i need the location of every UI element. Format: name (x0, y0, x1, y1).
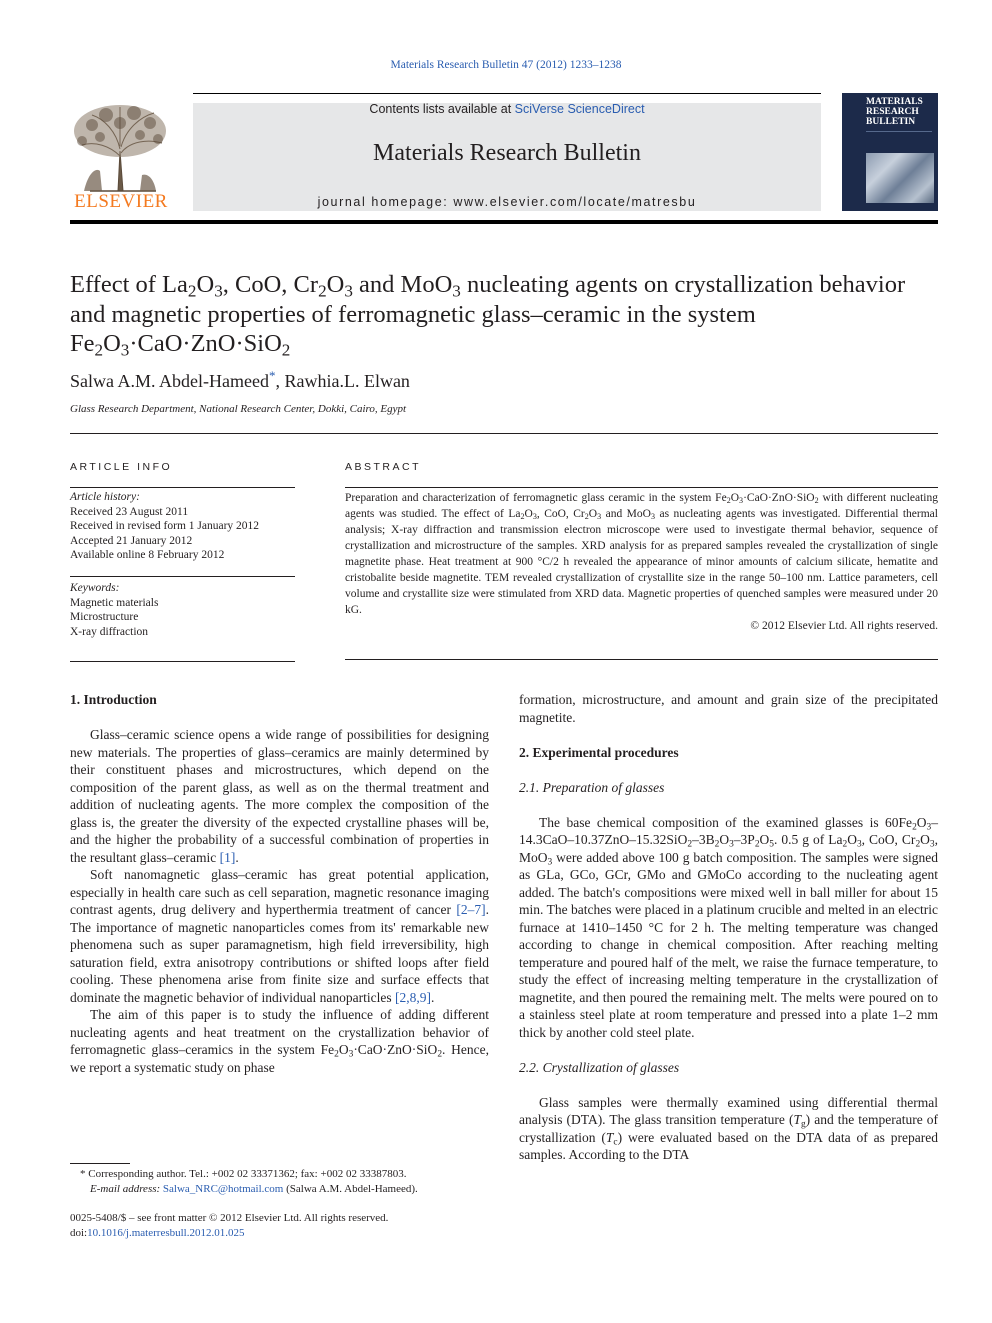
intro-paragraph-2: Soft nanomagnetic glass–ceramic has great potential application, especially in health care such as cell separation, magnetic resonance imaging contrast agents, drug delivery and hyperthermia treatment of cancer [2–7]. The importance of magnetic nanoparticles comes from its' remarkable new phenomena such as super paramagnetism, high field irreversibility, high saturation field, extra anisotropy contributions or shifted loops after field cooling. These phenomena arise from finite size and surface effects that dominate the magnetic behavior of individual nanoparticles [2,8,9]. (70, 867, 489, 1005)
abstract-copyright: © 2012 Elsevier Ltd. All rights reserved. (750, 620, 938, 632)
cover-image (866, 153, 934, 203)
sciencedirect-link[interactable]: SciVerse ScienceDirect (514, 102, 645, 116)
abstract-text: Preparation and characterization of ferromagnetic glass ceramic in the system $Fe_2O_3\cdot CaO\cdot ZnO\cdot SiO_2$ with different nucleating agents was studied. The effect of $La_2O_3$, CoO, $Cr_2O_3$ and MoO$_3$ as nucleating agents was investigated. Differential thermal analysis; X-ray diffraction and transmission electron microscope were used to investigate thermal behavior, sequence of crystallization and microstructure of the samples. XRD analysis for as prepared samples revealed the crystallization of single magnetite phase. Heat treatment at 900 °C/2 h revealed the appearance of minor amounts of calcium silicate, hematite and cristobalite beside magnetite. TEM revealed crystallization of crystallite size in the range 50–100 nm. Lattice parameters, cell volume and crystallite size were stimulated from XRD data. Magnetic properties of quenched samples were measured under 20 kG. (345, 492, 938, 616)
keywords-rule (70, 576, 295, 577)
footnote-corresponding (80, 1167, 500, 1196)
body-left-column (70, 691, 489, 1076)
intro-continuation: formation, microstructure, and amount and grain size of the precipitated magnetite. (519, 692, 938, 725)
keyword-item: X-ray diffraction (70, 625, 149, 638)
history-online: Available online 8 February 2012 (70, 549, 225, 561)
affiliation: Glass Research Department, National Research Center, Dokki, Cairo, Egypt (70, 403, 407, 415)
title-rule (70, 433, 938, 434)
section-1-heading: 1. Introduction (70, 692, 157, 707)
section-2-1-heading: 2.1. Preparation of glasses (519, 779, 665, 795)
elsevier-logo[interactable] (70, 101, 172, 213)
cover-title: MATERIALS RESEARCH BULLETIN (866, 97, 923, 127)
footer-info (70, 1211, 510, 1240)
journal-reference[interactable]: Materials Research Bulletin 47 (2012) 1233–1238 (390, 59, 622, 71)
footnote-rule (70, 1163, 130, 1164)
keyword-item: Magnetic materials (70, 596, 159, 609)
article-title: Effect of $La_2O_3$, CoO, $Cr_2O_3$ and MoO$_3$ nucleating agents on crystallization behavior and magnetic properties of ferromagnetic glass–ceramic in the system $Fe_2O_3\cdot CaO\cdot ZnO\cdot SiO_2$ (70, 271, 906, 360)
elsevier-wordmark: ELSEVIER (74, 191, 168, 212)
header-bottom-rule (70, 220, 938, 224)
author-separator: , (275, 371, 285, 391)
elsevier-tree-icon (70, 101, 172, 193)
doi-link[interactable]: 10.1016/j.materresbull.2012.01.025 (87, 1226, 245, 1239)
article-info-bottom-rule (70, 661, 295, 662)
preparation-paragraph: The base chemical composition of the examined glasses is $60Fe_2O_3-14.3CaO-10.37ZnO-15.32SiO_2-3B_2O_3-3P_2O_5$. 0.5 g of $La_2O_3$, CoO, $Cr_2O_3$, MoO$_3$ were added above 100 g batch composition. The samples were signed as GLa, GCo, GCr, GMo and GMoCo according to the nucleating agent added. The batch's compositions were mixed well in ball miller for about 15 min. The batches were placed in a platinum crucible and melted in an electric furnace at 1410–1450 °C for 2 h. The melting temperature was changed according to change in chemical composition. After reaching melting temperature and poured half of the melt, we raise the furnace temperature, to study the effect of increasing melting temperature in the crystallization of magnetite, and then poured the remaining melt. The melts were poured on to a stainless steel plate at room temperature and pressed into a plate 1–2 mm thick by another cold steel plate. (519, 814, 938, 1040)
journal-name: Materials Research Bulletin (373, 140, 641, 166)
section-2-heading: 2. Experimental procedures (519, 744, 679, 760)
crystallization-paragraph: Glass samples were thermally examined using differential thermal analysis (DTA). The glass transition temperature $(T_g)$ and the temperature of crystallization $(T_c)$ were evaluated based on the DTA data of as prepared samples. According to the DTA (519, 1094, 939, 1162)
journal-cover-thumbnail[interactable] (842, 93, 938, 211)
article-info-rule (70, 487, 295, 488)
email-link[interactable]: Salwa_NRC@hotmail.com (162, 1182, 284, 1195)
intro-paragraph-1: Glass–ceramic science opens a wide range of possibilities for designing new materials. The properties of glass–ceramics are mainly determined by their constituent phases and microstructures, which depend on the composition of the parent glass, as well as on the thermal treatment and addition of nucleating agents. The more complex the composition of the glass is, the greater the diversity of the expected crystalline phases will be, and the higher the probability of a successful combination of properties in the resultant glass–ceramic [1]. (70, 727, 489, 865)
cover-rule (866, 131, 932, 146)
abstract-body (345, 490, 938, 634)
keyword-item: Microstructure (70, 611, 139, 623)
keywords (70, 581, 295, 639)
author-1[interactable]: Salwa A.M. Abdel-Hameed (70, 371, 269, 391)
history-label: Article history: (70, 491, 140, 503)
history-accepted: Accepted 21 January 2012 (70, 534, 193, 547)
article-info-heading: ARTICLE INFO (70, 461, 173, 473)
intro-paragraph-3: The aim of this paper is to study the influence of adding different nucleating agents and heat treatment on the crystallization behavior of ferromagnetic glass–ceramics in the system $Fe_2O_3\cdot CaO\cdot ZnO\cdot SiO_2$. Hence, we report a systematic study on phase (70, 1007, 489, 1075)
author-list (70, 368, 410, 392)
body-right-column (519, 691, 938, 1164)
abstract-heading: ABSTRACT (345, 461, 422, 473)
author-2[interactable]: Rawhia.L. Elwan (284, 371, 410, 391)
issn-line: 0025-5408/$ – see front matter © 2012 Elsevier Ltd. All rights reserved. (70, 1212, 389, 1224)
corresponding-author-note: * Corresponding author. Tel.: +002 02 33371362; fax: +002 02 33387803. (80, 1168, 407, 1180)
email-suffix: (Salwa A.M. Abdel-Hameed). (283, 1182, 418, 1195)
header-top-rule (193, 93, 821, 94)
journal-homepage[interactable]: journal homepage: www.elsevier.com/locate/matresbu (317, 195, 697, 209)
section-2-2-heading: 2.2. Crystallization of glasses (519, 1059, 680, 1075)
contents-line (193, 102, 821, 116)
article-history (70, 490, 295, 563)
history-received: Received 23 August 2011 (70, 505, 189, 518)
keywords-label: Keywords: (70, 582, 120, 594)
abstract-bottom-rule (345, 659, 938, 660)
doi-label: doi: (70, 1226, 88, 1239)
contents-prefix: Contents lists available at (369, 102, 515, 116)
email-label: E-mail address: (90, 1182, 163, 1195)
corresponding-author-mark[interactable]: * (268, 368, 276, 383)
abstract-rule (345, 487, 938, 488)
history-revised: Received in revised form 1 January 2012 (70, 520, 260, 532)
